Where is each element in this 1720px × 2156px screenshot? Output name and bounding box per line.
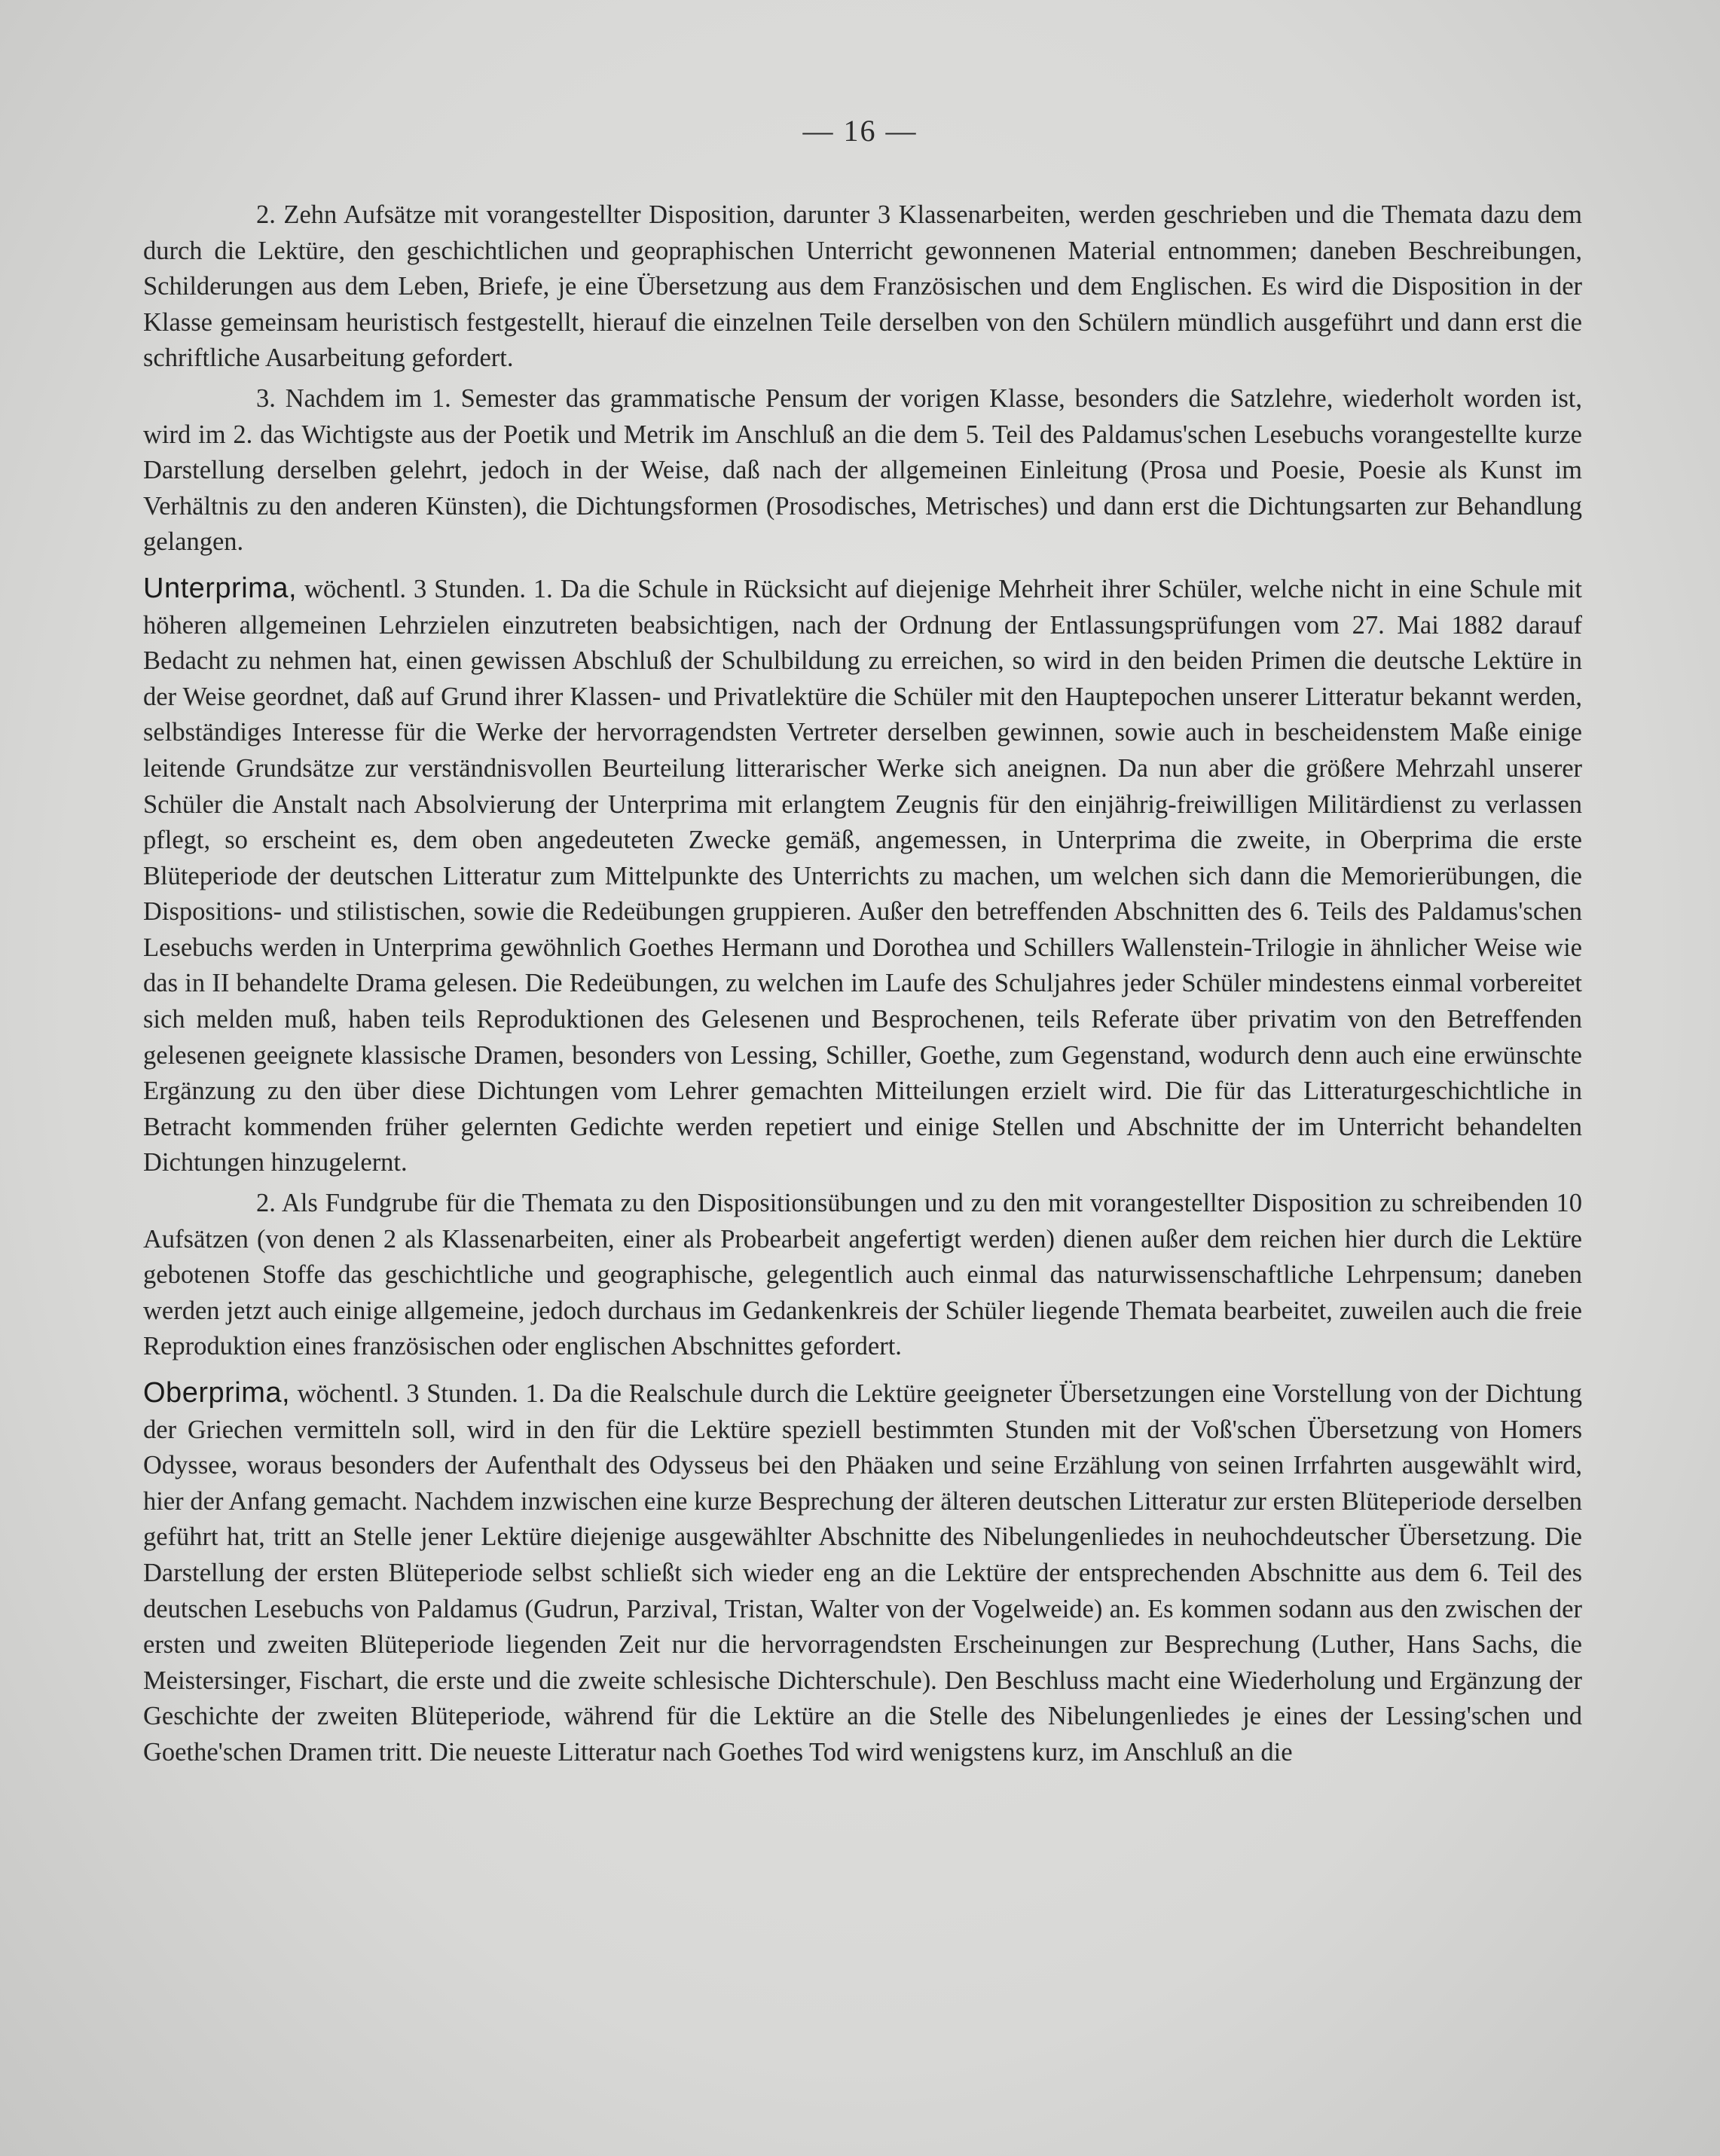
unterprima-text: wöchentl. 3 Stunden. 1. Da die Schule in Rücksicht auf diejenige Mehrheit ihrer Schüler, welche nicht in eine Schule mit höheren allgemeinen Lehrzielen einzutreten beabsichtigen, nach der Ordnung der Entlassungsprüfungen vom 27. Mai 1882 darauf Bedacht zu nehmen hat, einen gewissen Abschluß der Schulbildung zu erreichen, so wird in den beiden Primen die deutsche Lektüre in der Weise geordnet, daß auf Grund ihrer Klassen- und Privatlektüre die Schüler mit den Hauptepochen unserer Litteratur bekannt werden, selbständiges Interesse für die Werke der hervorragendsten Vertreter derselben gewinnen, sowie auch in bescheidenstem Maße einige leitende Grundsätze zur verständnisvollen Beurteilung litterarischer Werke sich aneignen. Da nun aber die größere Mehrzahl unserer Schüler die Anstalt nach Absolvierung der Unterprima mit erlangtem Zeugnis für den einjährig-freiwilligen Militärdienst zu verlassen pflegt, so erscheint es, dem oben angedeuteten Zwecke gemäß, angemessen, in Unterprima die zweite, in Oberprima die erste Blüteperiode der deutschen Litteratur zum Mittelpunkte des Unterrichts zu machen, um welchen sich dann die Memorierübungen, die Dispositions- und stilistischen, sowie die Redeübungen gruppieren. Außer den betreffenden Abschnitten des 6. Teils des Paldamus'schen Lesebuchs werden in Unterprima gewöhnlich Goethes Hermann und Dorothea und Schillers Wallenstein-Trilogie in ähnlicher Weise wie das in II behandelte Drama gelesen. Die Redeübungen, zu welchen im Laufe des Schuljahres jeder Schüler mindestens einmal vorbereitet sich melden muß, haben teils Reproduktionen des Gelesenen und Besprochenen, teils Referate über privatim von den Betreffenden gelesenen geeignete klassische Dramen, besonders von Lessing, Schiller, Goethe, zum Gegenstand, wodurch denn auch eine erwünschte Ergänzung zu den über diese Dichtungen vom Lehrer gemachten Mitteilungen erzielt wird. Die für das Litteraturgeschichtliche in Betracht kommenden früher gelernten Gedichte werden repetiert und einige Stellen und Abschnitte der im Unterricht behandelten Dichtungen hinzugelernt.: [143, 574, 1582, 1177]
paragraph-unterprima-2: 2. Als Fundgrube für die Themata zu den Dispositionsübungen und zu den mit vorangestellter Disposition zu schreibenden 10 Aufsätzen (von denen 2 als Klassenarbeiten, einer als Probearbeit angefertigt werden) dienen außer dem reichen hier durch die Lektüre gebotenen Stoffe das geschichtliche und geographische, gelegentlich auch einmal das naturwissenschaftliche Lehrpensum; daneben werden jetzt auch einige allgemeine, jedoch durchaus im Gedankenkreis der Schüler liegende Themata bearbeitet, zuweilen auch die freie Reproduktion eines französischen oder englischen Abschnittes gefordert.: [143, 1189, 1582, 1361]
paragraph-unterprima: [143, 571, 1582, 1181]
paragraph-oberprima: [143, 1376, 1582, 1771]
body-text: [143, 197, 1582, 1771]
page-number: — 16 —: [802, 114, 918, 148]
oberprima-text: wöchentl. 3 Stunden. 1. Da die Realschule durch die Lektüre geeigneter Übersetzungen eine Vorstellung von der Dichtung der Griechen vermitteln soll, wird in den für die Lektüre speziell bestimmten Stunden mit der Voß'schen Übersetzung von Homers Odyssee, woraus besonders der Aufenthalt des Odysseus bei den Phäaken und seine Erzählung von seinen Irrfahrten ausgewählt wird, hier der Anfang gemacht. Nachdem inzwischen eine kurze Besprechung der älteren deutschen Litteratur zur ersten Blüteperiode derselben geführt hat, tritt an Stelle jener Lektüre diejenige ausgewählter Abschnitte des Nibelungenliedes in neuhochdeutscher Übersetzung. Die Darstellung der ersten Blüteperiode selbst schließt sich wieder eng an die Lektüre der entsprechenden Abschnitte aus dem 6. Teil des deutschen Lesebuchs von Paldamus (Gudrun, Parzival, Tristan, Walter von der Vogelweide) an. Es kommen sodann aus den zwischen der ersten und zweiten Blüteperiode liegenden Zeit nur die hervorragendsten Erscheinungen zur Besprechung (Luther, Hans Sachs, die Meistersinger, Fischart, die erste und die zweite schlesische Dichterschule). Den Beschluss macht eine Wiederholung und Ergänzung der Geschichte der zweiten Blüteperiode, während für die Lektüre an die Stelle des Nibelungenliedes je eines der Lessing'schen und Goethe'schen Dramen tritt. Die neueste Litteratur nach Goethes Tod wird wenigstens kurz, im Anschluß an die: [143, 1379, 1582, 1767]
heading-oberprima: Oberprima,: [143, 1377, 291, 1409]
heading-unterprima: Unterprima,: [143, 572, 297, 604]
paragraph-section-3: 3. Nachdem im 1. Semester das grammatische Pensum der vorigen Klasse, besonders die Satzlehre, wiederholt worden ist, wird im 2. das Wichtigste aus der Poetik und Metrik im Anschluß an die dem 5. Teil des Paldamus'schen Lesebuchs vorangestellte kurze Darstellung derselben gelehrt, jedoch in der Weise, daß nach der allgemeinen Einleitung (Prosa und Poesie, Poesie als Kunst im Verhältnis zu den anderen Künsten), die Dichtungsformen (Prosodisches, Metrisches) und dann erst die Dichtungsarten zur Behandlung gelangen.: [143, 383, 1582, 557]
paragraph-section-2: 2. Zehn Aufsätze mit vorangestellter Disposition, darunter 3 Klassenarbeiten, werden geschrieben und die Themata dazu dem durch die Lektüre, den geschichtlichen und geopraphischen Unterricht gewonnenen Material entnommen; daneben Beschreibungen, Schilderungen aus dem Leben, Briefe, je eine Übersetzung aus dem Französischen und dem Englischen. Es wird die Disposition in der Klasse gemeinsam heuristisch festgestellt, hierauf die einzelnen Teile derselben von den Schülern mündlich ausgeführt und dann erst die schriftliche Ausarbeitung gefordert.: [143, 200, 1582, 373]
